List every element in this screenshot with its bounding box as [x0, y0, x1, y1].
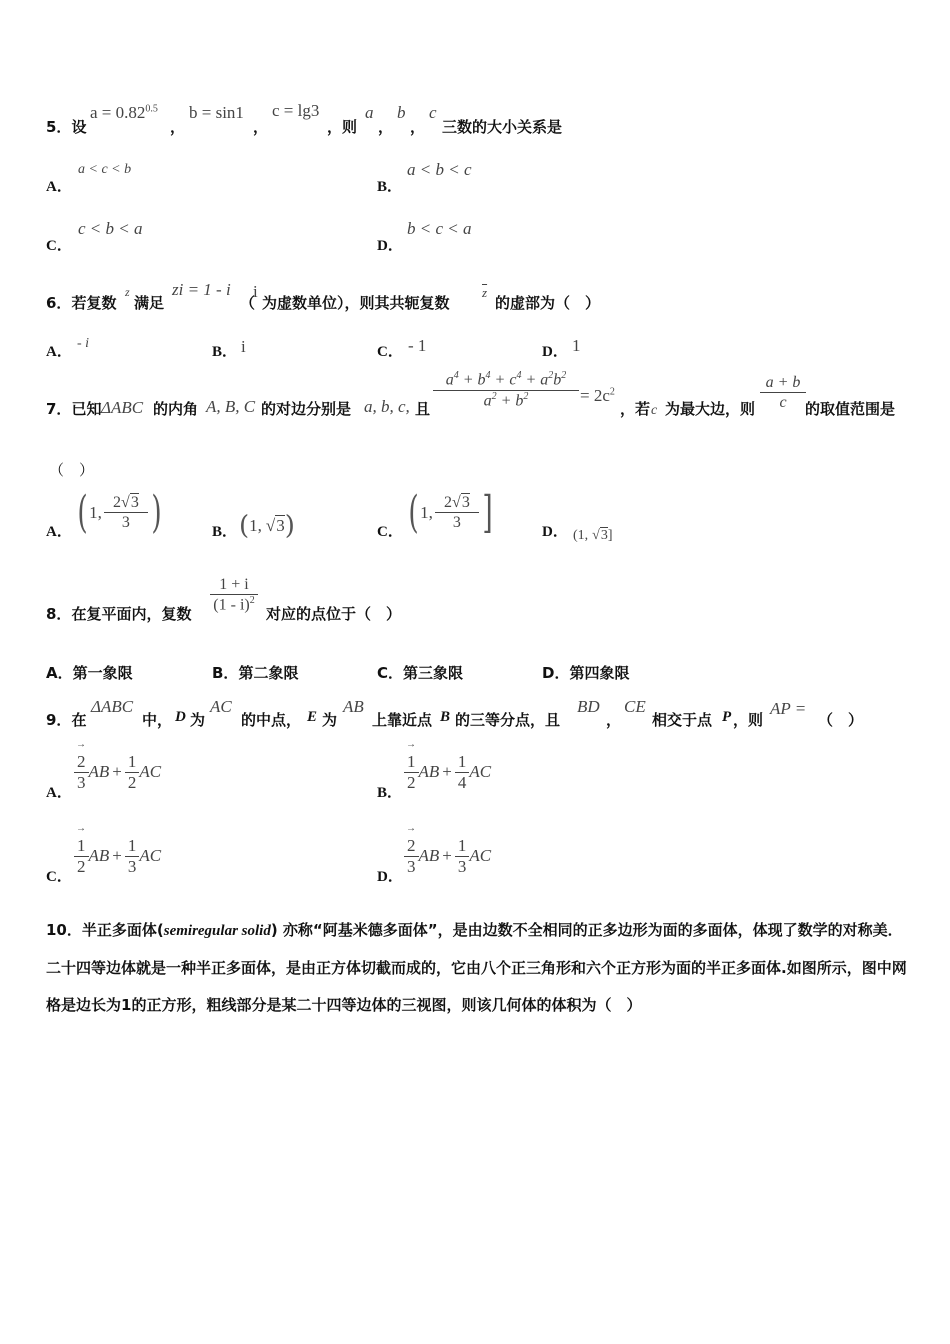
q9-stem-start: 9．在 — [46, 711, 87, 729]
q8-stem-start: 8．在复平面内，复数 — [46, 605, 192, 623]
q7-option-d-label: D． — [542, 524, 568, 540]
q5-stem: 5．设 — [46, 118, 87, 136]
q8-option-c: C．第三象限 — [377, 664, 464, 682]
q7-angles: A, B, C — [206, 397, 256, 416]
q5-option-c: c < b < a — [78, 219, 143, 238]
q7-option-b: ( 1, √3 ) — [239, 511, 295, 541]
q7-option-c-label: C． — [377, 524, 403, 540]
q9-option-d-label: D． — [377, 869, 403, 885]
q7-stem-start: 7．已知 — [46, 400, 102, 418]
q6-equation: zi = 1 - i — [172, 280, 231, 299]
q7-option-a-label: A． — [46, 524, 72, 540]
q5-option-d: b < c < a — [407, 219, 472, 238]
q8-option-a: A．第一象限 — [46, 664, 133, 682]
q5-expr-c: c = lg3 — [272, 101, 320, 120]
q6-option-a-label: A． — [46, 344, 72, 360]
q10-number: 10． — [46, 921, 82, 939]
q7-option-b-label: B． — [212, 524, 238, 540]
q9-vector-ap: AP = — [770, 699, 807, 718]
q5-expr-b: b = sin1 — [189, 103, 244, 122]
q9-option-c: → $\frac{1}{2}$ AB + $\frac{1}{3}$ AC — [74, 836, 161, 877]
q8-option-d: D．第四象限 — [542, 664, 630, 682]
q5-option-c-label: C． — [46, 238, 72, 254]
q7-rhs: = $2c^2$ — [580, 386, 615, 405]
q6-number: 6． — [46, 294, 72, 312]
q6-option-c: - 1 — [408, 336, 427, 355]
q5-option-a: a < c < b — [78, 162, 132, 177]
q7-option-a: ( 1, $\frac{2√3}{3}$ ) — [77, 487, 162, 538]
q5-option-b-label: B． — [377, 179, 403, 195]
q5-expr-a: $a = 0.82^{0.5}$ — [90, 103, 158, 122]
q9-option-d: → $\frac{2}{3}$ AB + $\frac{1}{3}$ AC — [404, 836, 491, 877]
q8-option-b: B．第二象限 — [212, 664, 299, 682]
q10-paragraph: 10．半正多面体(semiregular solid) 亦称“阿基米德多面体”，是由边数不全相同的正多边形为面的多面体，体现了数学的对称美．二十四等边体就是一种半正多面体，是由正方体切截而成的，它由八个正三角形和六个正方形为面的半正多面体.如图所示，图中网格是边长为1的正方形，粗线部分是某二十四等边体的三视图，则该几何体的体积为（ ） — [46, 921, 907, 1014]
q7-ratio: $\frac{a + b}{c}$ — [760, 374, 806, 413]
q8-number: 8． — [46, 605, 72, 623]
q6-stem-start: 6．若复数 — [46, 294, 117, 312]
q7-answer-blank: （ ） — [49, 461, 95, 479]
q7-triangle: ΔABC — [101, 398, 144, 417]
q6-option-b-label: B． — [212, 344, 238, 360]
q7-sides: a, b, c, — [364, 397, 410, 416]
q7-number: 7． — [46, 400, 72, 418]
q6-option-c-label: C． — [377, 344, 403, 360]
q6-option-b: i — [241, 337, 246, 356]
q7-option-c: ( 1, $\frac{2√3}{3}$ ] — [408, 487, 493, 538]
q8-fraction: $\frac{1 + i}{(1 - i)^2}$ — [205, 576, 263, 615]
q9-number: 9． — [46, 711, 72, 729]
q6-conjugate: $\overline{z}$ — [482, 285, 488, 300]
q9-option-b: → $\frac{1}{2}$ AB + $\frac{1}{4}$ AC — [404, 752, 491, 793]
q5-option-a-label: A． — [46, 179, 72, 195]
q9-option-c-label: C． — [46, 869, 72, 885]
q6-option-d-label: D． — [542, 344, 568, 360]
q10-italic-term: semiregular solid — [163, 923, 271, 939]
q6-option-d: 1 — [572, 336, 581, 355]
q9-option-a-label: A． — [46, 785, 72, 801]
q7-condition-fraction: $\frac{a^4 + b^4 + c^4 + a^2b^2}{a^2 + b^2}$ — [433, 370, 579, 410]
q5-option-d-label: D． — [377, 238, 403, 254]
q6-option-a: - i — [77, 336, 90, 351]
q5-option-b: a < b < c — [407, 160, 472, 179]
q9-option-a: → $\frac{2}{3}$ AB + $\frac{1}{2}$ AC — [74, 752, 161, 793]
q5-number: 5． — [46, 118, 72, 136]
q9-option-b-label: B． — [377, 785, 403, 801]
q7-option-d: (1, √3 ] — [573, 528, 613, 543]
